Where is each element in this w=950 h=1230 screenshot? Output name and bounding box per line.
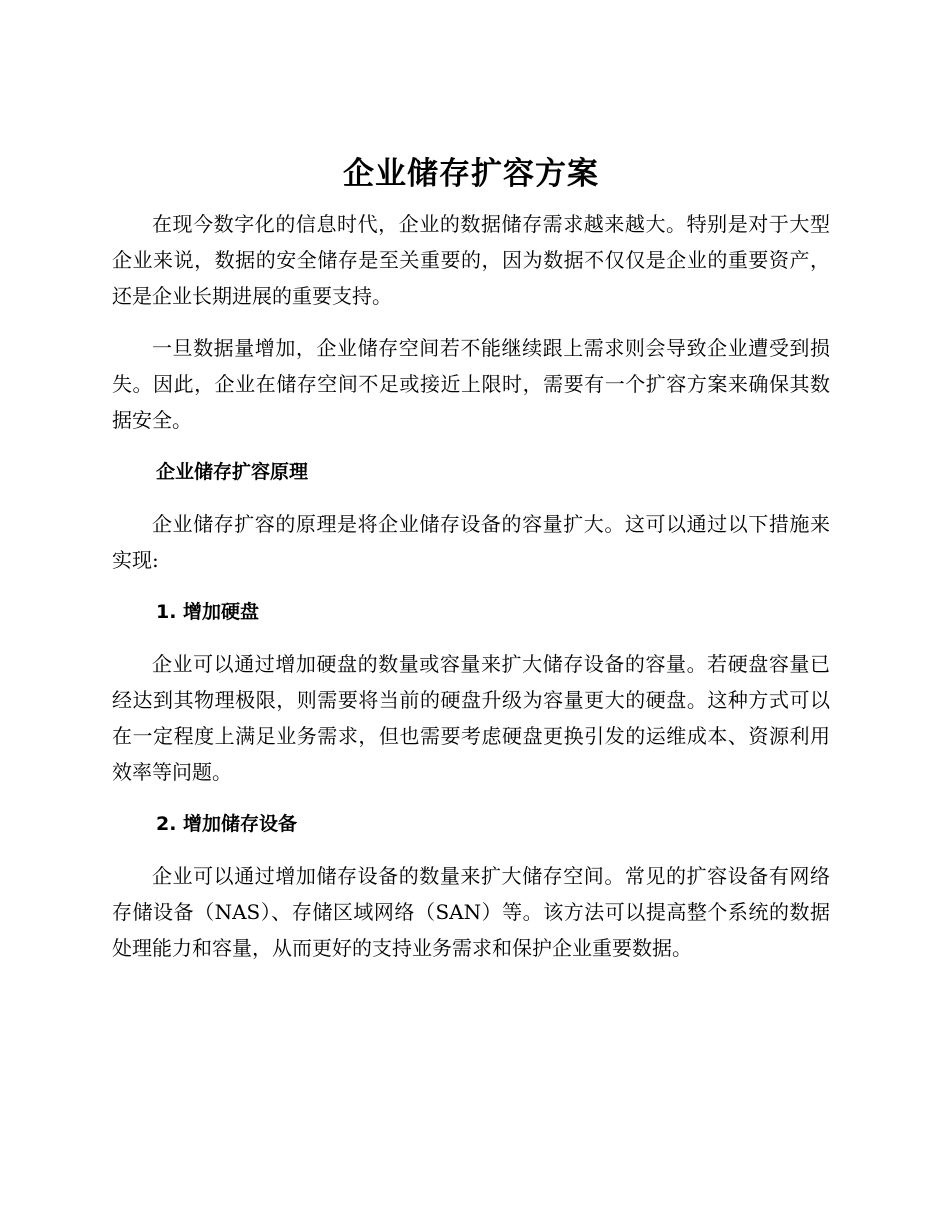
principle-paragraph: 企业储存扩容的原理是将企业储存设备的容量扩大。这可以通过以下措施来实现: [112, 512, 830, 572]
intro-paragraph-2: 一旦数据量增加，企业储存空间若不能继续跟上需求则会导致企业遭受到损失。因此，企业在储存空间不足或接近上限时，需要有一个扩容方案来确保其数据安全。 [112, 336, 830, 432]
document-page [112, 148, 830, 982]
document-title: 企业储存扩容方案 [343, 156, 599, 192]
method-2-heading: 2. 增加储存设备 [156, 813, 298, 835]
intro-paragraph-1: 在现今数字化的信息时代，企业的数据储存需求越来越大。特别是对于大型企业来说，数据的安全储存是至关重要的，因为数据不仅仅是企业的重要资产，还是企业长期进展的重要支持。 [112, 212, 830, 308]
principle-heading: 企业储存扩容原理 [156, 461, 309, 483]
method-1-heading: 1. 增加硬盘 [156, 601, 260, 623]
method-2-paragraph: 企业可以通过增加储存设备的数量来扩大储存空间。常见的扩容设备有网络存储设备（NAS）、存储区域网络（SAN）等。该方法可以提高整个系统的数据处理能力和容量，从而更好的支持业务需求和保护企业重要数据。 [112, 864, 830, 960]
method-1-paragraph: 企业可以通过增加硬盘的数量或容量来扩大储存设备的容量。若硬盘容量已经达到其物理极限，则需要将当前的硬盘升级为容量更大的硬盘。这种方式可以在一定程度上满足业务需求，但也需要考虑硬盘更换引发的运维成本、资源利用效率等问题。 [112, 652, 830, 784]
